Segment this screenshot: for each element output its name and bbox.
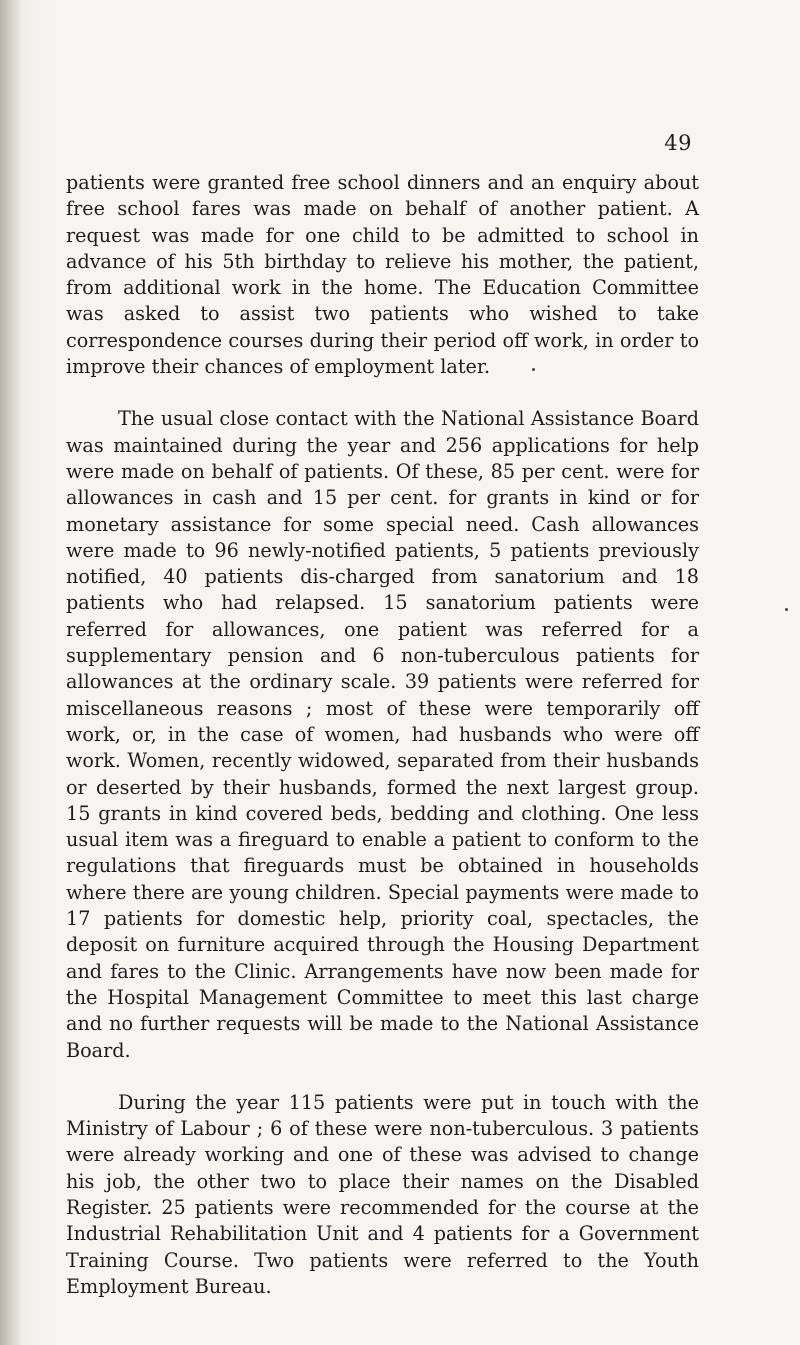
paragraph-national-assistance: The usual close contact with the National Assistance Board was maintained during the year and 256 applications for help were made on behalf of patients. Of these, 85 per cent. were for allowances in cash and 15 per cent. for grants in kind or for monetary assistance for some special need. Cash allowances were made to 96 newly-notified patients, 5 patients previously notified, 40 patients dis-charged from sanatorium and 18 patients who had relapsed. 15 sanatorium patients were referred for allowances, one patient was referred for a supplementary pension and 6 non-tuberculous patients for allowances at the ordinary scale. 39 patients were referred for miscellaneous reasons ; most of these were temporarily off work, or, in the case of women, had husbands who were off work. Women, recently widowed, separated from their husbands or deserted by their husbands, formed the next largest group. 15 grants in kind covered beds, bedding and clothing. One less usual item was a fireguard to enable a patient to conform to the regulations that fireguards must be obtained in households where there are young children. Special payments were made to 17 patients for domestic help, priority coal, spectacles, the deposit on furniture acquired through the Housing Department and fares to the Clinic. Arrangements have now been made for the Hospital Management Committee to meet this last charge and no further requests will be made to the National Assistance Board. [66,407,699,1062]
paragraph-patients-granted: patients were granted free school dinners and an enquiry about free school fares was made on behalf of another patient. A request was made for one child to be admitted to school in advance of his 5th birthday to relieve his mother, the patient, from additional work in the home. The Education Committee was asked to assist two patients who wished to take correspondence courses during their period off work, in order to improve their chances of employment later. [66,171,699,379]
print-speck [532,368,535,371]
page-number: 49 [664,131,692,155]
paragraph-ministry-of-labour: During the year 115 patients were put in touch with the Ministry of Labour ; 6 of these were non-tuberculous. 3 patients were already working and one of these was advised to change his job, the other two to place their names on the Disabled Register. 25 patients were recommended for the course at the Industrial Rehabilitation Unit and 4 patients for a Government Training Course. Two patients were referred to the Youth Employment Bureau. [66,1090,699,1298]
body-text [66,170,699,1300]
page-spine-shadow [0,0,22,1345]
print-speck [785,608,788,611]
